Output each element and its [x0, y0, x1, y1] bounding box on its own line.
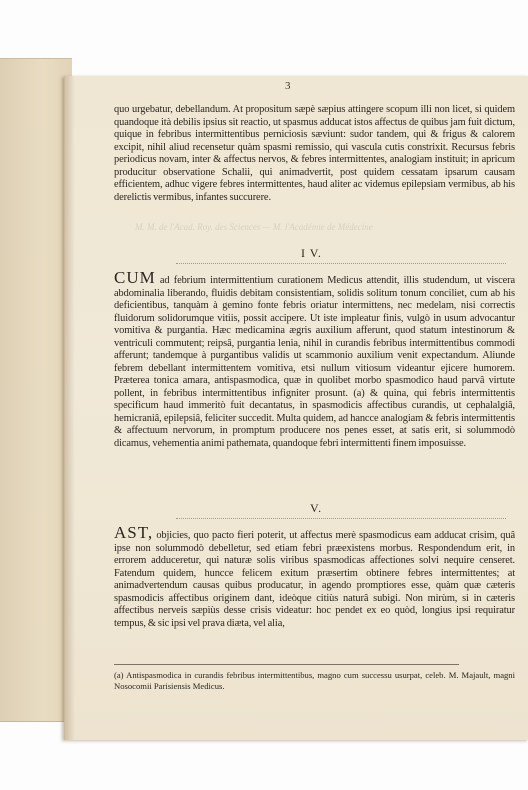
section-v-text: objicies, quo pacto fieri poterit, ut affectus merè spasmodicus eam adducat crisim, quâ ipse non solummodò debelletur, sed etiam febri præexistens morbus. Respondendum erit, in errorem adduceretur, qui naturæ solis viribus spasmodicas affectiones solvi nequire censeret. Fatendum quidem, huncce felicem exitum præsertim obtinere febres intermittentes; at animadvertendum causas quibus producatur, in agendo promptiores esse, quàm quæ cæteris spasmodicis affectibus originem dant, ideòque citiùs naturâ subigi. Non mirùm, si in cæteris affectibus nerveis sæpiùs desse crisis videatur: hoc pendet ex eo quòd, longius ipsi requiratur tempus, & sic ipsi vel prava diæta, vel alia,	[114, 530, 515, 629]
footnote: (a) Antispasmodica in curandis febribus intermittentibus, magno cum successu usurpat, celeb. M. Majault, magni Nosocomii Parisiensis Medicus.	[114, 670, 515, 691]
section-v-dropcap: AST,	[114, 523, 154, 542]
bleed-through-text: M. M. de l'Acad. Roy. des Sciences — M. l'Académie de Médecine	[135, 222, 373, 232]
section-iv-paragraph	[114, 268, 516, 450]
underlying-page-edge	[0, 58, 72, 722]
footnote-block	[114, 670, 515, 691]
page-number: 3	[285, 80, 291, 92]
section-iv-text: ad febrium intermittentium curationem Medicus attendit, illis studendum, ut viscera abdominalia liberando, fluidis debitam consistentiam, solidis solitum tonum conciliet, cum ab his deficientibus, tanquàm à gemino fonte febris oriatur intermittens, nec medelam, nisi correctis fluidorum solidorumque vitiis, possit accipere. Ut iste impleatur finis, vulgò in usum advocantur vomitiva & purgantia. Hæc medicamina ægris auxilium afferunt, quod statum intestinorum & ventriculi commutent; reipsâ, purgantia lenia, nihil in curandis febribus intermittentibus commodi afferunt; tandemque à purgantibus validis ut scammonio auxilium venit expectandum. Aliunde febrem debellant intermittentem vomitiva, etsi nullum vitiosum videantur ejicere humorem. Præterea tonica amara, antispasmodica, quæ in quolibet morbo spasmodico haud parvâ virtute pollent, in febribus intermittentibus infigniter prosunt. (a) & quina, qui febris intermittentis specificum haud immeritò fuit decantatus, in spasmodicis affectibus curandis, ut cephalalgiâ, hemicraniâ, epilepsiâ, feliciter succedit. Multa quidem, ad hancce analogiam & febris intermittentis & affectuum nervorum, in promptum producere nos penes esset, at satis erit, si solummodò dicamus, vehementia animi pathemata, quandoque febri intermittenti finem imposuisse.	[114, 275, 516, 449]
section-iv-block	[114, 268, 516, 450]
page-fold-shadow	[65, 76, 75, 740]
document-page	[64, 76, 528, 740]
section-v-paragraph	[114, 523, 515, 630]
section-iv-heading: I V.	[301, 246, 322, 260]
section-v-block	[114, 523, 515, 630]
section-iv-dropcap: CUM	[114, 268, 156, 287]
top-paragraph: quo urgebatur, debellandum. At propositum sæpè sæpius attingere scopum illi non licet, si quidem quandoque ità debilis ipsius sit reactio, ut spasmus adducat istos affectus de quibus jam fuit dictum, quique in febribus intermittentibus perniciosis sæviunt: sudor tandem, qui & frigus & calorem excipit, nihil aliud recensetur quàm spasmi remissio, qui vascula cutis constrixit. Recursus febris periodicus novam, inter & affectus nervos, & febres intermittentes, analogiam instituit; in apricum producitur observatione Schalii, qui animadvertit, post quidem cessatam ipsarum causam efficientem, adhuc vigere febres intermittentes, haud aliter ac videmus epilepsiam vermibus, ab his derelictis vermibus, infantes succurere.	[114, 104, 515, 203]
section-iv-rule	[176, 263, 506, 264]
section-v-rule	[176, 518, 506, 519]
footnote-rule	[114, 664, 459, 665]
top-paragraph-block	[114, 104, 515, 204]
section-v-heading: V.	[310, 501, 323, 515]
